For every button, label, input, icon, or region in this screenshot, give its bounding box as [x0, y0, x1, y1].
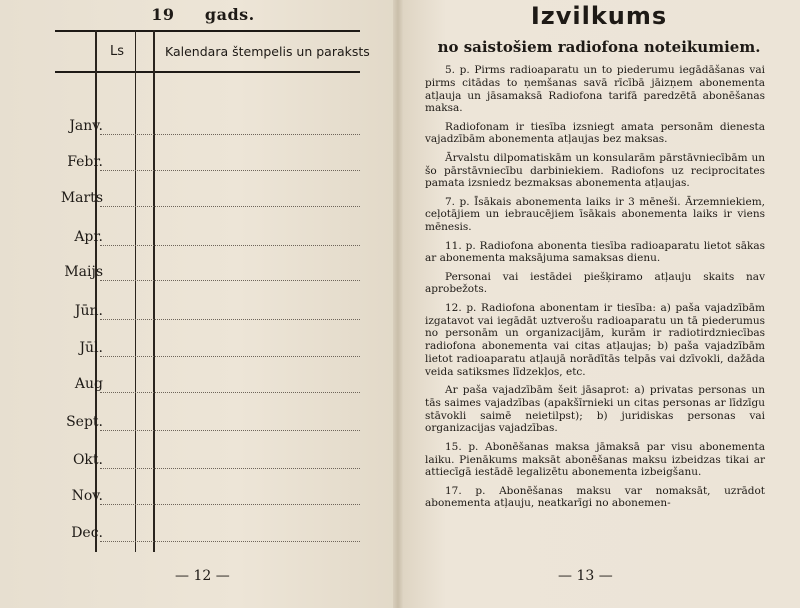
- paragraph: Personai vai iestādei piešķiramo atļauju skaits nav aprobežots.: [425, 270, 765, 296]
- paragraph: Ārvalstu dilpomatiskām un konsularām pārstāvniecībām un šo pārstāvniecību darbiniekiem. Radiofons uz reciprocitates pamata izsniedz bezmaksas abonementa atļaujas.: [425, 151, 765, 190]
- paragraph: 15. p. Abonēšanas maksa jāmaksā par visu abonementa laiku. Pienākums maksāt abonēšanas maksu izbeidzas tikai ar attiecīgā iestādē legalizētu abonementa izbeigšanu.: [425, 440, 765, 479]
- month-row-line: [100, 468, 360, 469]
- month-label: Janv.: [69, 118, 103, 134]
- page-number-right: — 13 —: [558, 568, 613, 584]
- paragraph: Ar paša vajadzībām šeit jāsaprot: a) privatas personas un tās saimes vajadzības (apakšīrnieki un citas personas ar līdzīgu stāvokli saimē neietilpst); b) juridiskas personas vai organizacijas vajadzības.: [425, 384, 765, 435]
- month-label: Febr.: [67, 154, 103, 170]
- table-calendar-divider: [153, 30, 155, 552]
- month-label: Dec.: [71, 525, 103, 541]
- paragraph: Radiofonam ir tiesība izsniegt amata personām dienesta vajadzībām abonementa atļaujas bez maksas.: [425, 120, 765, 146]
- month-row-line: [100, 541, 360, 542]
- column-header-ls: Ls: [110, 44, 125, 59]
- book-spine: [393, 0, 403, 608]
- month-row-line: [100, 392, 360, 393]
- month-row-line: [100, 170, 360, 171]
- table-ls-divider: [135, 30, 136, 552]
- month-row-line: [100, 206, 360, 207]
- month-label: Jūn.: [74, 303, 103, 319]
- month-label: Apr.: [74, 229, 103, 245]
- month-row-line: [100, 319, 360, 320]
- page-title: Izvilkums: [530, 2, 668, 30]
- page-subtitle: no saistošiem radiofona noteikumiem.: [437, 38, 761, 56]
- column-header-calendar: Kalendara štempelis un paraksts: [165, 44, 370, 59]
- paragraph: 12. p. Radiofona abonentam ir tiesība: a) paša vajadzībām izgatavot vai iegādāt uztverošu radioaparatu un tā piederumus no personām un organizacijām, kurām ir radiotirdzniecības radiofona abonementa vai citas atļaujas; b) paša vajadzībām lietot radioaparatu atļaujā norādītās telpās vai dzīvokli, dažāda veida satiksmes līdzekļos, etc.: [425, 301, 765, 378]
- month-row-line: [100, 280, 360, 281]
- paragraph: 11. p. Radiofona abonenta tiesība radioaparatu lietot sākas ar abonementa maksājuma samaksas dienu.: [425, 239, 765, 265]
- month-label: Aug: [74, 376, 103, 392]
- table-top-rule: [55, 30, 360, 32]
- month-row-line: [100, 504, 360, 505]
- month-label: Nov.: [71, 488, 103, 504]
- table-header-rule: [55, 71, 360, 73]
- paragraph: 17. p. Abonēšanas maksu var nomaksāt, uzrādot abonementa atļauju, neatkarīgi no abonemen-: [425, 484, 765, 510]
- month-row-line: [100, 356, 360, 357]
- regulations-text: [425, 64, 765, 516]
- month-label: Maijs: [64, 264, 103, 280]
- paragraph: 5. p. Pirms radioaparatu un to piederumu iegādāšanas vai pirms citādas to ņemšanas savā rīcībā jāizņem abonementa atļauja un jāsamaksā Radiofona tarifā paredzētā abonēšanas maksa.: [425, 64, 765, 115]
- month-label: Sept.: [66, 414, 103, 430]
- table-left-border: [95, 30, 97, 552]
- paragraph: 7. p. Īsākais abonementa laiks ir 3 mēneši. Ārzemniekiem, ceļotājiem un iebraucējiem īsākais abonementa laiks ir viens mēnesis.: [425, 195, 765, 234]
- month-label: Jūl.: [79, 340, 103, 356]
- month-row-line: [100, 134, 360, 135]
- month-row-line: [100, 245, 360, 246]
- year-heading: 19 gads.: [151, 5, 255, 24]
- page-number-left: — 12 —: [175, 568, 230, 584]
- month-row-line: [100, 430, 360, 431]
- month-label: Marts: [60, 190, 103, 206]
- month-label: Okt.: [72, 452, 103, 468]
